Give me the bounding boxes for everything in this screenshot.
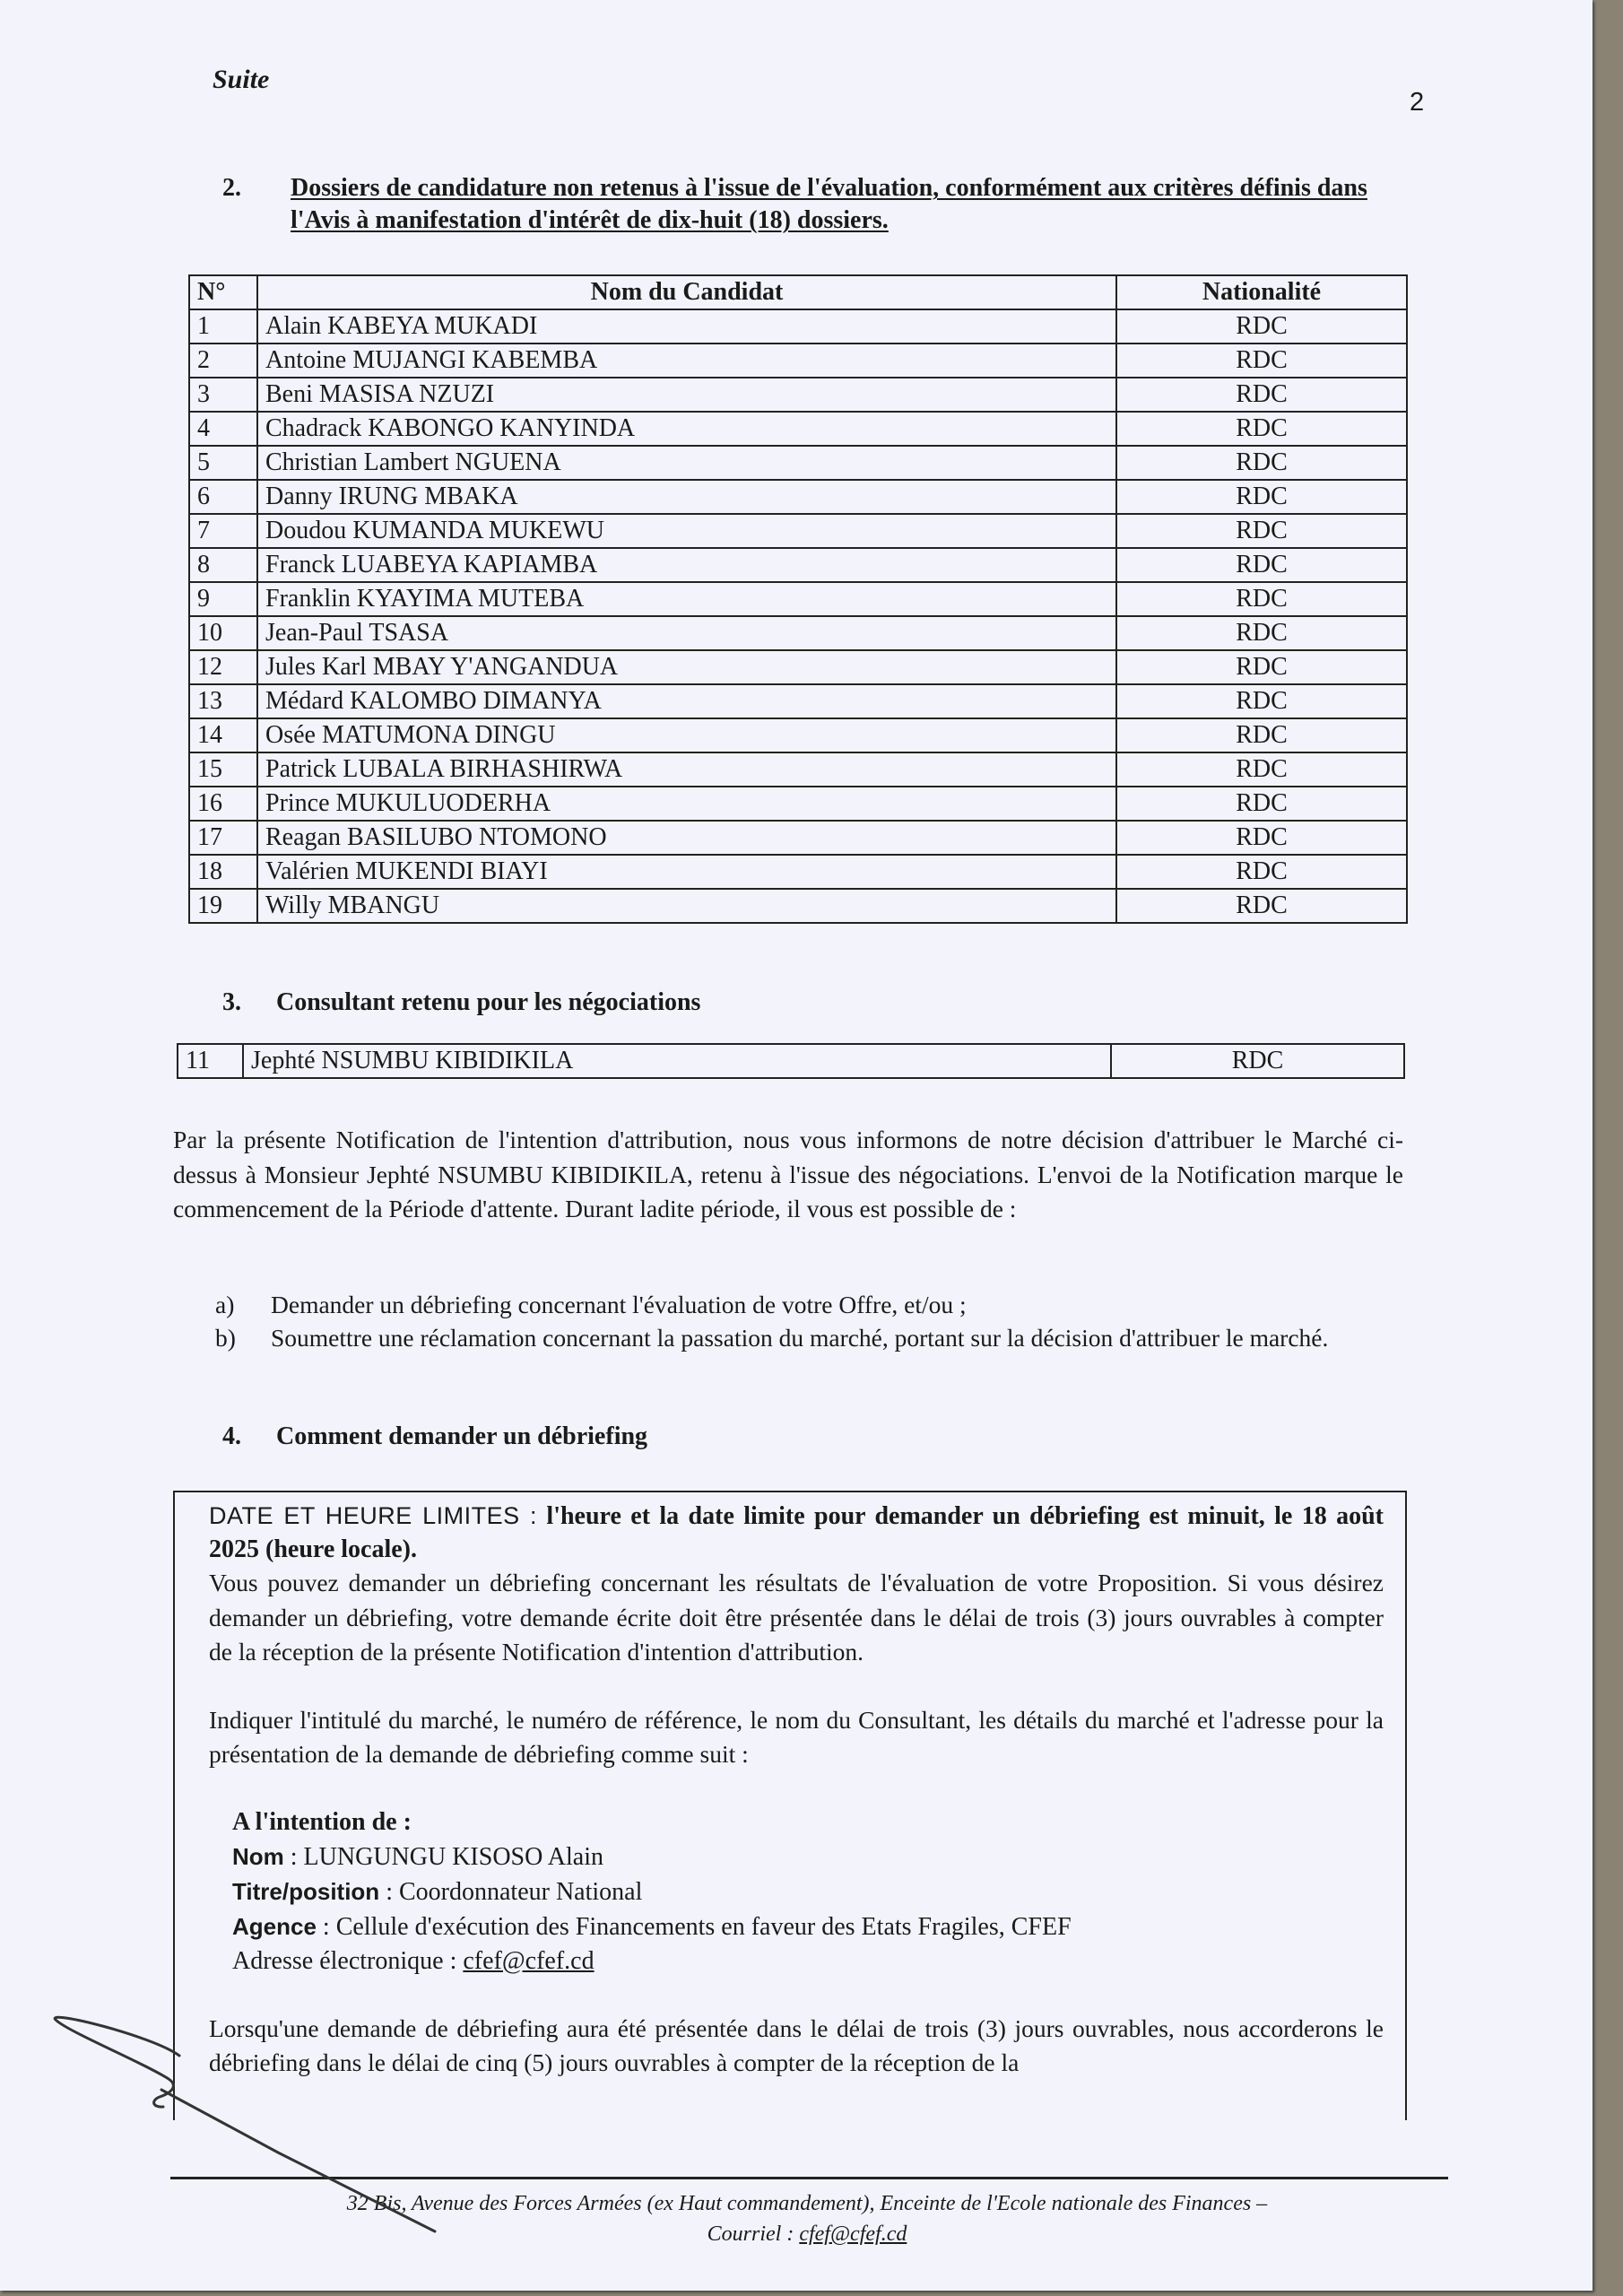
column-header-nationality: Nationalité [1116,275,1407,309]
section-number: 2. [222,174,241,202]
table-body [189,309,1407,923]
agency-label: Agence [232,1912,317,1940]
table-row [189,412,1407,446]
table-row [189,309,1407,344]
options-list [215,1288,1408,1354]
table-row [189,787,1407,821]
cell-number: 11 [178,1044,243,1078]
table-row [189,821,1407,855]
table-row [189,378,1407,412]
cell-name: Beni MASISA NZUZI [257,378,1116,412]
debriefing-paragraph-1: Vous pouvez demander un débriefing concernant les résultats de l'évaluation de votre Proposition. Si vous désirez demander un débriefing, votre demande écrite doit être présentée dans le délai de trois (3) jours ouvrables à compter de la réception de la présente Notification d'intention d'attribution. [209,1569,1384,1665]
cell-nationality: RDC [1116,480,1407,514]
table-row [189,548,1407,582]
list-marker: a) [215,1291,235,1318]
cell-name: Prince MUKULUODERHA [257,787,1116,821]
cell-nationality: RDC [1116,378,1407,412]
title-label: Titre/position [232,1877,380,1905]
table-row [189,344,1407,378]
footer-divider [170,2177,1448,2179]
cell-nationality: RDC [1116,514,1407,548]
section-3-heading [222,987,701,1019]
cell-name: Patrick LUBALA BIRHASHIRWA [257,752,1116,787]
table-row [189,480,1407,514]
contact-block [209,1805,1384,1979]
cell-number: 8 [189,548,257,582]
debriefing-paragraph-3: Lorsqu'une demande de débriefing aura été présentée dans le délai de trois (3) jours ouvrables, nous accorderons le débriefing dans le délai de cinq (5) jours ouvrables à compter de la réception de la [209,2013,1384,2076]
cell-name: Danny IRUNG MBAKA [257,480,1116,514]
section-title: Dossiers de candidature non retenus à l'issue de l'évaluation, conformément aux critères définis dans l'Avis à manifestation d'intérêt de dix-huit (18) dossiers. [291,174,1367,234]
deadline-notice [209,1500,1384,1566]
table-row [189,446,1407,480]
cell-name: Franklin KYAYIMA MUTEBA [257,582,1116,616]
table-row [189,616,1407,650]
deadline-label: DATE ET HEURE LIMITES : [209,1502,538,1529]
page-number: 2 [1410,88,1425,117]
list-item [215,1321,1408,1354]
table-row [189,752,1407,787]
cell-name: Osée MATUMONA DINGU [257,718,1116,752]
footer-email-label: Courriel : [707,2222,800,2246]
email-label: Adresse électronique : [232,1946,464,1975]
cell-number: 17 [189,821,257,855]
debriefing-paragraph-2: Indiquer l'intitulé du marché, le numéro de référence, le nom du Consultant, les détails du marché et l'adresse pour la présentation de la demande de débriefing comme suit : [209,1705,1384,1768]
cell-nationality: RDC [1116,855,1407,889]
attention-label: A l'intention de : [232,1807,412,1836]
footer-email-link[interactable]: cfef@cfef.cd [799,2222,907,2246]
cell-number: 10 [189,616,257,650]
cell-number: 7 [189,514,257,548]
table-row [178,1044,1404,1078]
name-label: Nom [232,1842,284,1870]
cell-number: 18 [189,855,257,889]
cell-number: 4 [189,412,257,446]
footer [135,2188,1480,2249]
cell-name: Reagan BASILUBO NTOMONO [257,821,1116,855]
list-item [215,1288,1408,1321]
section-number: 4. [222,1422,241,1450]
cell-name: Jean-Paul TSASA [257,616,1116,650]
retained-consultant-table [177,1043,1405,1079]
cell-nationality: RDC [1116,752,1407,787]
table-row [189,514,1407,548]
cell-nationality: RDC [1116,821,1407,855]
table-row [189,684,1407,718]
cell-nationality: RDC [1116,446,1407,480]
cell-number: 6 [189,480,257,514]
cell-name: Médard KALOMBO DIMANYA [257,684,1116,718]
debriefing-box [173,1491,1407,2120]
section-4-heading [222,1421,648,1453]
cell-nationality: RDC [1116,412,1407,446]
list-item-text: Soumettre une réclamation concernant la passation du marché, portant sur la décision d'attribuer le marché. [271,1324,1329,1352]
section-title: Consultant retenu pour les négociations [276,988,701,1016]
list-marker: b) [215,1324,236,1352]
cell-number: 5 [189,446,257,480]
name-value: : LUNGUNGU KISOSO Alain [283,1842,604,1871]
cell-name: Jules Karl MBAY Y'ANGANDUA [257,650,1116,684]
cell-nationality: RDC [1116,684,1407,718]
cell-nationality: RDC [1116,889,1407,923]
column-header-name: Nom du Candidat [257,275,1116,309]
cell-number: 9 [189,582,257,616]
cell-nationality: RDC [1116,718,1407,752]
title-value: : Coordonnateur National [379,1877,643,1906]
column-header-number: N° [189,275,257,309]
cell-nationality: RDC [1116,548,1407,582]
cell-name: Alain KABEYA MUKADI [257,309,1116,344]
email-link[interactable]: cfef@cfef.cd [463,1946,595,1975]
agency-value: : Cellule d'exécution des Financements en faveur des Etats Fragiles, CFEF [316,1912,1072,1941]
cell-nationality: RDC [1116,309,1407,344]
cell-name: Jephté NSUMBU KIBIDIKILA [243,1044,1111,1078]
cell-number: 19 [189,889,257,923]
cell-number: 12 [189,650,257,684]
cell-number: 14 [189,718,257,752]
cell-nationality: RDC [1116,344,1407,378]
table-row [189,718,1407,752]
table-row [189,650,1407,684]
section-title: Comment demander un débriefing [276,1422,648,1450]
section-number: 3. [222,988,241,1016]
footer-address: 32 Bis, Avenue des Forces Armées (ex Haut commandement), Enceinte de l'Ecole nationale des Finances – [346,2192,1268,2215]
cell-number: 13 [189,684,257,718]
table-row [189,855,1407,889]
cell-number: 1 [189,309,257,344]
cell-name: Franck LUABEYA KAPIAMBA [257,548,1116,582]
cell-number: 2 [189,344,257,378]
notification-paragraph: Par la présente Notification de l'intention d'attribution, nous vous informons de notre décision d'attribuer le Marché ci-dessus à Monsieur Jephté NSUMBU KIBIDIKILA, retenu à l'issue des négociations. L'envoi de la Notification marque le commencement de la Période d'attente. Durant ladite période, il vous est possible de : [173,1126,1403,1222]
deadline-text: l'heure et la date limite pour demander un débriefing est minuit, le 18 août 2025 (heure locale). [209,1502,1384,1563]
cell-nationality: RDC [1116,616,1407,650]
cell-nationality: RDC [1116,650,1407,684]
table-row [189,889,1407,923]
cell-name: Doudou KUMANDA MUKEWU [257,514,1116,548]
table-row [189,582,1407,616]
cell-number: 15 [189,752,257,787]
cell-nationality: RDC [1116,582,1407,616]
cell-nationality: RDC [1116,787,1407,821]
cell-name: Christian Lambert NGUENA [257,446,1116,480]
cell-number: 16 [189,787,257,821]
cell-name: Antoine MUJANGI KABEMBA [257,344,1116,378]
continuation-label: Suite [213,65,270,94]
cell-name: Chadrack KABONGO KANYINDA [257,412,1116,446]
list-item-text: Demander un débriefing concernant l'évaluation de votre Offre, et/ou ; [271,1291,967,1318]
table-header-row [189,275,1407,309]
cell-name: Willy MBANGU [257,889,1116,923]
rejected-candidates-table [188,274,1408,924]
cell-name: Valérien MUKENDI BIAYI [257,855,1116,889]
cell-nationality: RDC [1111,1044,1404,1078]
cell-number: 3 [189,378,257,412]
